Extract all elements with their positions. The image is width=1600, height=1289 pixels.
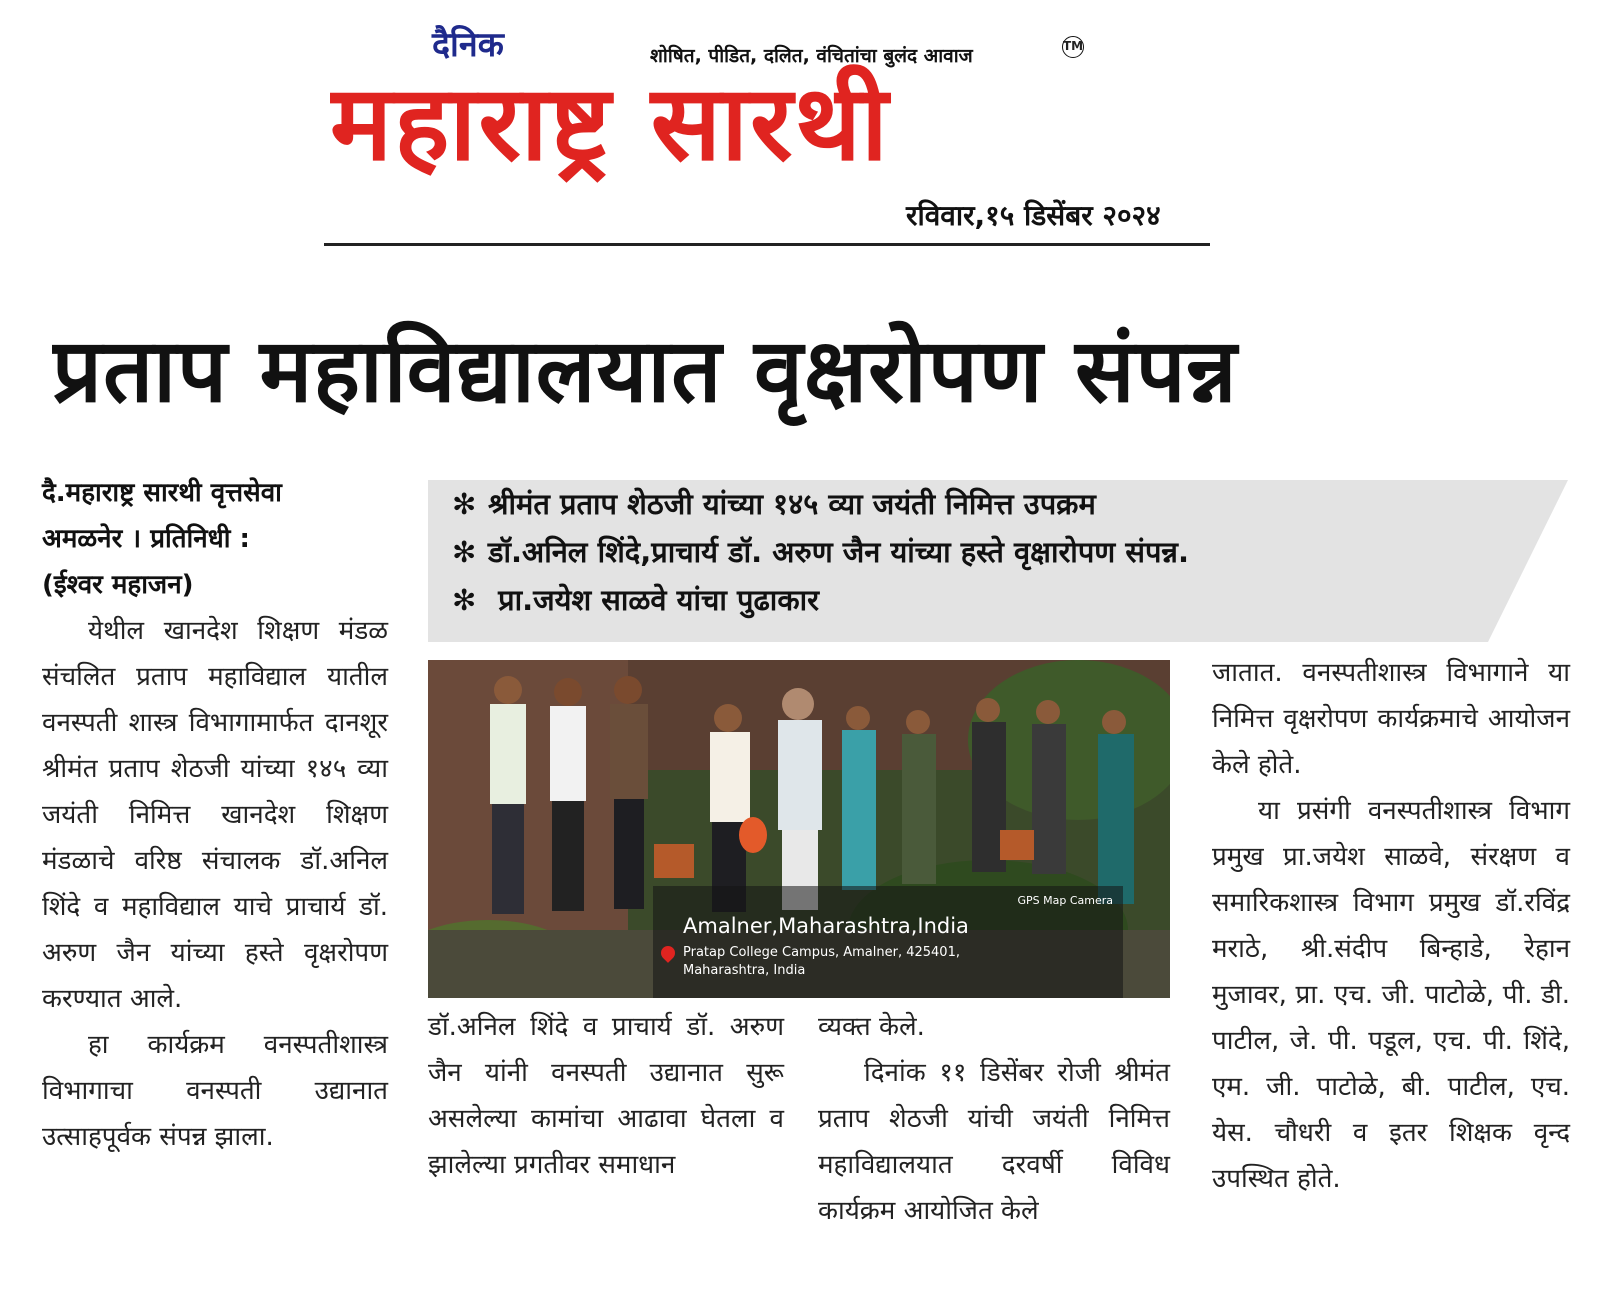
paragraph: हा कार्यक्रम वनस्पतीशास्त्र विभागाचा वनस्पती उद्यानात उत्साहपूर्वक संपन्न झाला. xyxy=(42,1030,388,1152)
gps-address: Pratap College Campus, Amalner, 425401, Maharashtra, India xyxy=(683,945,960,978)
highlight-text: डॉ.अनिल शिंदे,प्राचार्य डॉ. अरुण जैन यांच्या हस्ते वृक्षारोपण संपन्न. xyxy=(488,535,1189,569)
highlight-text: श्रीमंत प्रताप शेठजी यांच्या १४५ व्या जयंती निमित्त उपक्रम xyxy=(488,487,1096,521)
paragraph: जातात. वनस्पतीशास्त्र विभागाने या निमित्त वृक्षरोपण कार्यक्रमाचे आयोजन केले होते. xyxy=(1212,658,1570,780)
paragraph: व्यक्त केले. xyxy=(818,1012,925,1042)
masthead-divider xyxy=(324,243,1210,246)
masthead-tagline: शोषित, पीडित, दलित, वंचितांचा बुलंद आवाज xyxy=(650,45,973,67)
trademark-badge: TM xyxy=(1062,36,1084,58)
article-headline: प्रताप महाविद्यालयात वृक्षरोपण संपन्न xyxy=(52,319,1238,422)
map-pin-icon xyxy=(658,943,678,963)
article-column-3 xyxy=(818,1004,1170,1234)
masthead-prefix: दैनिक xyxy=(432,25,504,65)
article-column-2 xyxy=(428,1004,784,1188)
article-column-4 xyxy=(1212,650,1570,1202)
highlights-box xyxy=(428,480,1568,642)
paragraph: येथील खानदेश शिक्षण मंडळ संचलित प्रताप महाविद्याल यातील वनस्पती शास्त्र विभागामार्फत दानशूर श्रीमंत प्रताप शेठजी यांच्या १४५ व्या जयंती निमित्त खानदेश शिक्षण मंडळाचे वरिष्ठ संचालक डॉ.अनिल शिंदे व महाविद्याल याचे प्राचार्य डॉ. अरुण जैन यांच्या हस्ते वृक्षरोपण करण्यात आले. xyxy=(42,616,388,1014)
highlight-item xyxy=(452,484,1096,523)
byline-location: अमळनेर । प्रतिनिधी : xyxy=(42,524,250,554)
gps-camera-badge: GPS Map Camera xyxy=(1017,894,1113,907)
paragraph: या प्रसंगी वनस्पतीशास्त्र विभाग प्रमुख प्रा.जयेश साळवे, संरक्षण व समारिकशास्त्र विभाग प्रमुख डॉ.रविंद्र मराठे, श्री.संदीप बिन्हाडे, रेहान मुजावर, प्रा. एच. जी. पाटोळे, पी. डी. पाटील, जे. पी. पडूल, एच. पी. शिंदे, एम. जी. पाटोळे, बी. पाटील, एच. येस. चौधरी व इतर शिक्षक वृन्द उपस्थित होते. xyxy=(1212,796,1570,1194)
highlight-text: प्रा.जयेश साळवे यांचा पुढाकार xyxy=(488,583,819,617)
highlight-item xyxy=(452,532,1189,571)
issue-date: रविवार,१५ डिसेंबर २०२४ xyxy=(906,199,1161,232)
asterisk-icon: ✻ xyxy=(452,535,477,569)
gps-city: Amalner,Maharashtra,India xyxy=(683,914,969,938)
byline-agency: दै.महाराष्ट्र सारथी वृत्तसेवा xyxy=(42,478,282,508)
asterisk-icon: ✻ xyxy=(452,487,477,521)
paragraph: डॉ.अनिल शिंदे व प्राचार्य डॉ. अरुण जैन यांनी वनस्पती उद्यानात सुरू असलेल्या कामांचा आढावा घेतला व झालेल्या प्रगतीवर समाधान xyxy=(428,1012,784,1180)
event-photo xyxy=(428,660,1170,998)
asterisk-icon: ✻ xyxy=(452,583,477,617)
gps-overlay xyxy=(653,886,1123,998)
highlight-item xyxy=(452,580,819,619)
article-column-1 xyxy=(42,470,388,1160)
newspaper-title: महाराष्ट्र सारथी xyxy=(330,64,890,184)
byline-reporter: (ईश्वर महाजन) xyxy=(42,570,194,600)
paragraph: दिनांक ११ डिसेंबर रोजी श्रीमंत प्रताप शेठजी यांची जयंती निमित्त महाविद्यालयात दरवर्षी विविध कार्यक्रम आयोजित केले xyxy=(818,1058,1170,1226)
